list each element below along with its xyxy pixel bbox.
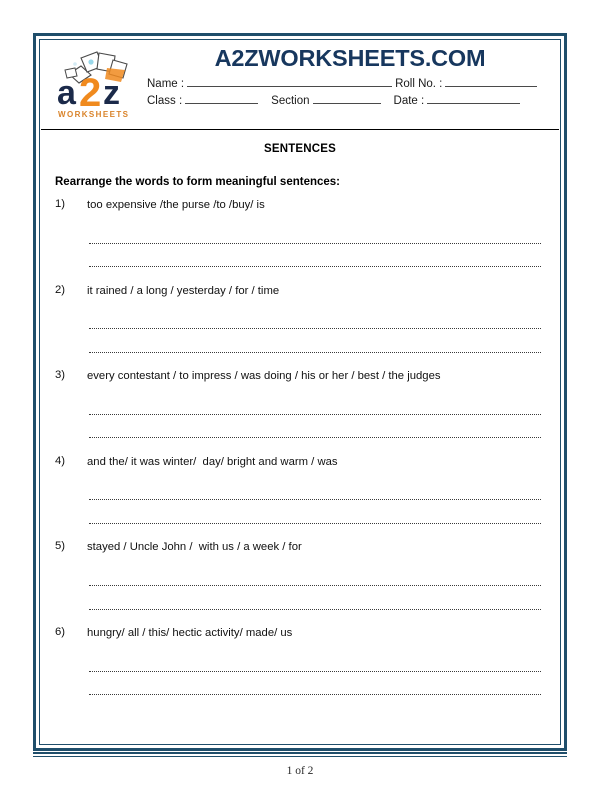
section-label: Section bbox=[271, 95, 310, 108]
page-number: 1 of 2 bbox=[286, 765, 314, 777]
answer-lines bbox=[89, 396, 547, 438]
answer-lines bbox=[89, 225, 547, 267]
question-text: it rained / a long / yesterday / for / time bbox=[87, 284, 280, 297]
worksheet-header bbox=[41, 41, 559, 130]
logo-letter-z: z bbox=[103, 74, 120, 112]
answer-line[interactable] bbox=[89, 482, 541, 501]
page-title: SENTENCES bbox=[263, 143, 337, 155]
worksheet-page-border bbox=[33, 33, 567, 751]
date-input[interactable] bbox=[427, 93, 520, 104]
logo-tagline: WORKSHEETS bbox=[58, 110, 130, 119]
site-title: A2ZWORKSHEETS.COM bbox=[214, 45, 486, 71]
a2z-logo-art bbox=[51, 44, 145, 124]
answer-lines bbox=[89, 653, 547, 695]
name-input[interactable] bbox=[187, 76, 392, 87]
class-input[interactable] bbox=[185, 93, 258, 104]
question-number: 1) bbox=[55, 198, 66, 210]
question-item bbox=[53, 626, 547, 695]
answer-line[interactable] bbox=[89, 420, 541, 439]
roll-label: Roll No. : bbox=[395, 78, 443, 91]
header-text-column bbox=[147, 41, 559, 110]
question-number: 6) bbox=[55, 626, 66, 639]
question-number: 4) bbox=[55, 454, 66, 467]
answer-lines bbox=[89, 482, 547, 524]
date-label: Date : bbox=[393, 95, 425, 108]
question-text: every contestant / to impress / was doing / his or her / best / the judges bbox=[87, 370, 441, 383]
question-item bbox=[53, 369, 547, 438]
page-footer bbox=[33, 752, 567, 777]
question-list bbox=[53, 198, 547, 695]
question-text: and the/ it was winter/ day/ bright and warm / was bbox=[87, 455, 338, 468]
answer-lines bbox=[89, 311, 547, 353]
instruction-text: Rearrange the words to form meaningful sentences: bbox=[55, 176, 341, 188]
answer-line[interactable] bbox=[89, 653, 541, 672]
question-number: 5) bbox=[55, 540, 66, 553]
question-item bbox=[53, 198, 547, 267]
answer-line[interactable] bbox=[89, 677, 541, 696]
worksheet-body bbox=[41, 143, 559, 695]
answer-line[interactable] bbox=[89, 591, 541, 610]
footer-divider-inner bbox=[33, 756, 567, 757]
question-item bbox=[53, 284, 547, 353]
answer-line[interactable] bbox=[89, 249, 541, 268]
logo-letter-2: 2 bbox=[79, 71, 102, 115]
question-text: too expensive /the purse /to /buy/ is bbox=[87, 199, 265, 211]
worksheet-content bbox=[41, 41, 559, 743]
name-label: Name : bbox=[147, 78, 185, 91]
class-section-date-row bbox=[147, 93, 553, 107]
answer-lines bbox=[89, 568, 547, 610]
answer-line[interactable] bbox=[89, 568, 541, 587]
question-item bbox=[53, 455, 547, 524]
class-label: Class : bbox=[147, 95, 183, 108]
answer-line[interactable] bbox=[89, 396, 541, 415]
question-text: hungry/ all / this/ hectic activity/ made/ us bbox=[87, 627, 293, 640]
logo-letter-a: a bbox=[57, 74, 76, 112]
answer-line[interactable] bbox=[89, 311, 541, 330]
question-number: 2) bbox=[55, 283, 66, 296]
section-input[interactable] bbox=[313, 93, 381, 104]
question-text: stayed / Uncle John / with us / a week / for bbox=[87, 541, 302, 554]
answer-line[interactable] bbox=[89, 225, 541, 244]
answer-line[interactable] bbox=[89, 334, 541, 353]
a2z-logo bbox=[47, 41, 147, 127]
roll-no-input[interactable] bbox=[445, 76, 537, 87]
footer-divider bbox=[33, 752, 567, 754]
question-number: 3) bbox=[55, 369, 66, 382]
name-roll-row bbox=[147, 76, 553, 90]
answer-line[interactable] bbox=[89, 505, 541, 524]
question-item bbox=[53, 540, 547, 609]
